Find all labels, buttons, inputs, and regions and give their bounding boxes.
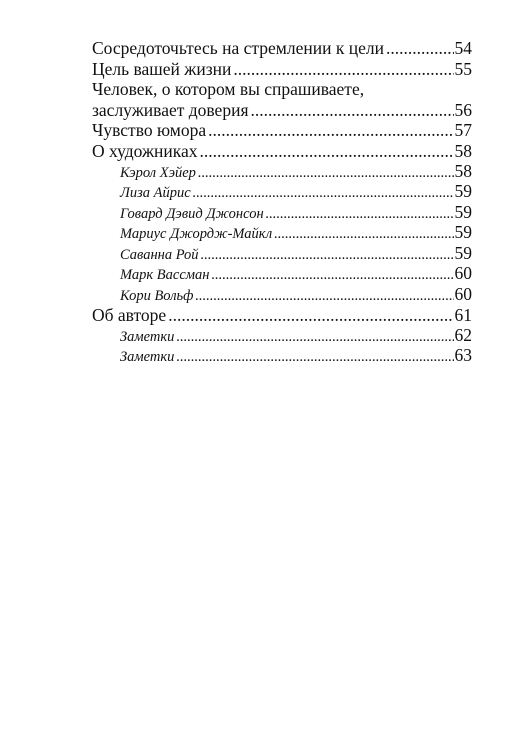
toc-entry-title-line1: Человек, о котором вы спрашиваете, [92, 79, 365, 100]
toc-page-number: 59 [454, 201, 472, 222]
toc-page-number: 54 [454, 38, 472, 58]
toc-page-number: 62 [454, 324, 472, 345]
toc-entry [92, 38, 472, 59]
toc-entry-title: Цель вашей жизни [92, 58, 232, 79]
toc-entry-title: заслуживает доверия [92, 99, 249, 120]
toc-leader-dots [266, 205, 454, 224]
toc-subentry-title: Говард Дэвид Джонсон [120, 205, 264, 222]
table-of-contents [92, 38, 472, 367]
toc-subentry [92, 264, 472, 285]
toc-entry [92, 59, 472, 80]
toc-leader-dots [200, 141, 454, 162]
toc-leader-dots [251, 100, 454, 121]
toc-entry-title: Чувство юмора [92, 120, 207, 141]
toc-page-number: 58 [454, 160, 472, 181]
toc-page-number: 59 [454, 181, 472, 202]
toc-subentry [92, 326, 472, 347]
toc-page-number: 63 [454, 345, 472, 366]
toc-leader-dots [193, 184, 454, 203]
toc-leader-dots [195, 287, 453, 306]
toc-page-number: 58 [454, 140, 472, 161]
toc-leader-dots [176, 348, 453, 367]
toc-subentry-title: Лиза Айрис [120, 185, 191, 202]
toc-page-number: 57 [454, 120, 472, 141]
toc-page-number: 59 [454, 222, 472, 243]
toc-subentry [92, 346, 472, 367]
toc-leader-dots [168, 305, 453, 326]
toc-subentry-title: Кэрол Хэйер [120, 164, 196, 181]
toc-subentry-title: Заметки [120, 349, 175, 366]
toc-page-number: 55 [454, 58, 472, 79]
toc-subentry-title: Заметки [120, 328, 175, 345]
toc-page-number: 61 [454, 305, 472, 326]
toc-leader-dots [176, 328, 453, 347]
toc-entry [92, 120, 472, 141]
toc-subentry [92, 182, 472, 203]
toc-entry-first-line [92, 79, 472, 100]
toc-leader-dots [274, 225, 453, 244]
toc-subentry-title: Кори Вольф [120, 287, 194, 304]
toc-entry-title: Об авторе [92, 305, 167, 326]
toc-leader-dots [201, 246, 454, 265]
toc-leader-dots [211, 266, 453, 285]
toc-page-number: 56 [454, 99, 472, 120]
toc-subentry [92, 285, 472, 306]
toc-leader-dots [233, 59, 453, 80]
toc-subentry [92, 162, 472, 183]
toc-entry [92, 305, 472, 326]
toc-page-number: 60 [454, 263, 472, 284]
toc-leader-dots [208, 120, 453, 141]
toc-subentry-title: Марк Вассман [120, 267, 210, 284]
toc-leader-dots [198, 164, 454, 183]
toc-subentry [92, 223, 472, 244]
toc-entry [92, 100, 472, 121]
toc-subentry-title: Мариус Джордж-Майкл [120, 226, 273, 243]
toc-entry-title: О художниках [92, 140, 198, 161]
toc-entry [92, 141, 472, 162]
toc-leader-dots [386, 38, 454, 59]
toc-subentry [92, 203, 472, 224]
toc-page-number: 59 [454, 242, 472, 263]
toc-page-number: 60 [454, 283, 472, 304]
toc-subentry-title: Саванна Рой [120, 246, 199, 263]
toc-entry-title: Сосредоточьтесь на стремлении к цели [92, 38, 384, 58]
toc-subentry [92, 244, 472, 265]
